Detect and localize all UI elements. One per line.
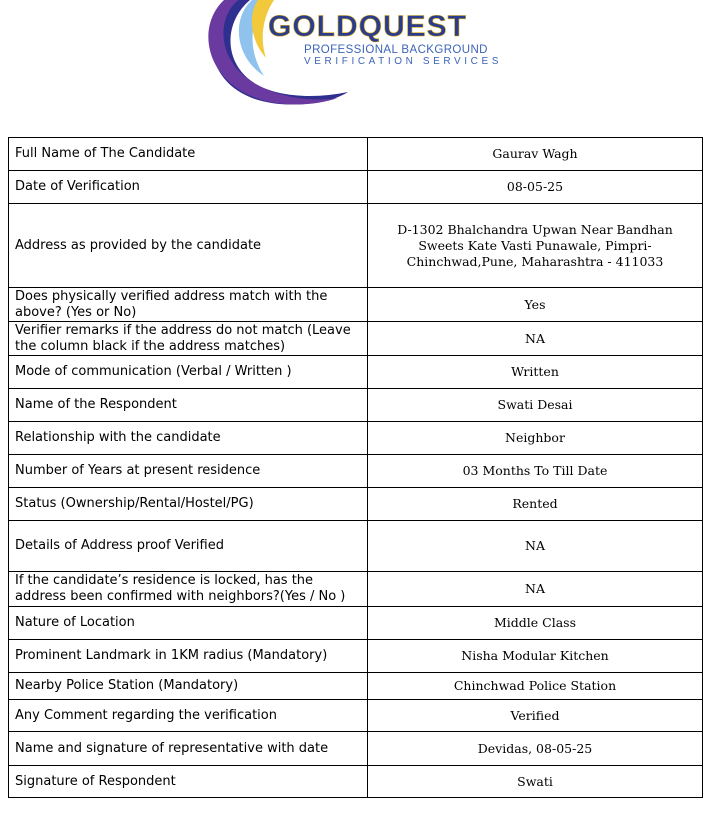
table-row: [9, 389, 703, 422]
row-label: If the candidate’s residence is locked, has the address been confirmed with neighbors?(Yes / No ): [9, 572, 368, 607]
row-value: Swati Desai: [368, 389, 703, 422]
row-value: Swati: [368, 766, 703, 798]
row-value: Devidas, 08-05-25: [368, 732, 703, 766]
row-label: Any Comment regarding the verification: [9, 700, 368, 732]
company-logo: [0, 0, 710, 125]
row-value: 03 Months To Till Date: [368, 455, 703, 488]
row-label: Name and signature of representative with date: [9, 732, 368, 766]
row-value: D-1302 Bhalchandra Upwan Near Bandhan Sweets Kate Vasti Punawale, Pimpri-Chinchwad,Pune, Maharashtra - 411033: [368, 204, 703, 288]
brand-tagline-2: VERIFICATION SERVICES: [304, 56, 503, 67]
row-label: Date of Verification: [9, 171, 368, 204]
table-row: [9, 488, 703, 521]
row-value: Written: [368, 356, 703, 389]
row-label: Nearby Police Station (Mandatory): [9, 673, 368, 700]
row-label: Status (Ownership/Rental/Hostel/PG): [9, 488, 368, 521]
row-label: Mode of communication (Verbal / Written ): [9, 356, 368, 389]
row-value: NA: [368, 572, 703, 607]
table-row: [9, 455, 703, 488]
table-row: [9, 171, 703, 204]
table-row: [9, 607, 703, 640]
row-label: Number of Years at present residence: [9, 455, 368, 488]
row-label: Does physically verified address match with the above? (Yes or No): [9, 288, 368, 322]
row-value: Chinchwad Police Station: [368, 673, 703, 700]
table-row: [9, 700, 703, 732]
table-row: [9, 288, 703, 322]
table-row: [9, 204, 703, 288]
row-label: Nature of Location: [9, 607, 368, 640]
row-label: Relationship with the candidate: [9, 422, 368, 455]
row-value: Nisha Modular Kitchen: [368, 640, 703, 673]
row-value: Middle Class: [368, 607, 703, 640]
row-value: 08-05-25: [368, 171, 703, 204]
table-row: [9, 673, 703, 700]
row-value: NA: [368, 521, 703, 572]
row-value: Yes: [368, 288, 703, 322]
row-label: Verifier remarks if the address do not match (Leave the column black if the address matches): [9, 322, 368, 356]
table-row: [9, 766, 703, 798]
row-label: Details of Address proof Verified: [9, 521, 368, 572]
row-value: Gaurav Wagh: [368, 138, 703, 171]
row-value: Rented: [368, 488, 703, 521]
brand-tagline-1: PROFESSIONAL BACKGROUND: [304, 44, 488, 56]
row-value: NA: [368, 322, 703, 356]
table-row: [9, 138, 703, 171]
table-row: [9, 422, 703, 455]
row-label: Full Name of The Candidate: [9, 138, 368, 171]
brand-text: [268, 12, 502, 67]
table-row: [9, 356, 703, 389]
row-label: Name of the Respondent: [9, 389, 368, 422]
row-value: Verified: [368, 700, 703, 732]
row-label: Prominent Landmark in 1KM radius (Mandatory): [9, 640, 368, 673]
table-row: [9, 572, 703, 607]
row-label: Signature of Respondent: [9, 766, 368, 798]
row-value: Neighbor: [368, 422, 703, 455]
table-row: [9, 640, 703, 673]
table-row: [9, 322, 703, 356]
table-row: [9, 521, 703, 572]
verification-table: [8, 137, 703, 798]
brand-name: GOLDQUEST: [268, 10, 468, 43]
table-row: [9, 732, 703, 766]
row-label: Address as provided by the candidate: [9, 204, 368, 288]
